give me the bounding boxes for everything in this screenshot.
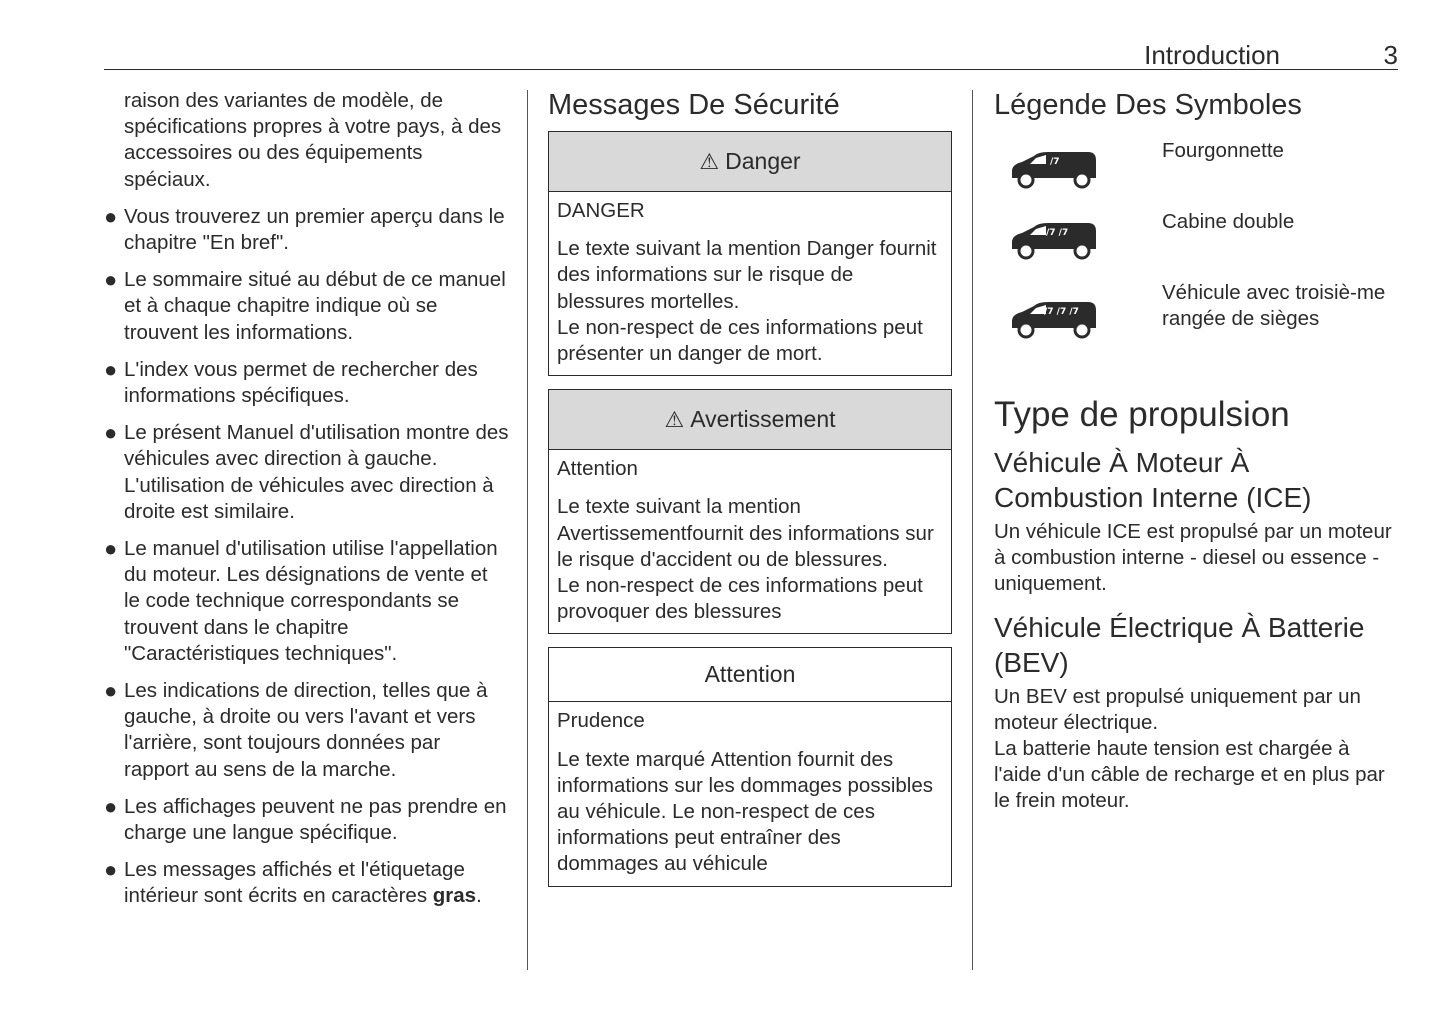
page-number: 3 <box>1383 40 1398 70</box>
column-intro <box>104 88 509 921</box>
double-cab-icon <box>1008 215 1100 263</box>
ice-text: Un véhicule ICE est propulsé par un moteur à combustion interne - diesel ou essence - uniquement. <box>994 520 1392 596</box>
svg-text:/7: /7 <box>1050 157 1060 167</box>
legend-heading: Légende Des Symboles <box>994 89 1302 121</box>
bullet-icon: ● <box>104 203 118 229</box>
danger-box <box>548 131 952 376</box>
bullet-icon: ● <box>104 793 118 819</box>
warning-triangle-icon: ⚠ <box>664 406 685 432</box>
bold-word: gras <box>432 884 477 908</box>
column-divider-left <box>527 90 528 970</box>
legend-item <box>994 209 1394 280</box>
warning-triangle-icon: ⚠ <box>699 148 720 174</box>
warning-label: Attention <box>557 457 638 481</box>
column-safety <box>548 88 952 900</box>
section-title: Introduction <box>1144 40 1280 70</box>
bullet-icon: ● <box>104 420 118 446</box>
continuation-text: raison des variantes de modèle, de spécifications propres à votre pays, à des accessoires ou des équipements spéciaux. <box>124 89 502 191</box>
bullet-icon: ● <box>104 267 118 293</box>
column-divider-right <box>972 90 973 970</box>
van-icon <box>1008 144 1100 192</box>
list-item: ● Vous trouverez un premier aperçu dans le chapitre "En bref". <box>104 203 505 255</box>
list-item: ● Les affichages peuvent ne pas prendre en charge une langue spécifique. <box>104 793 507 845</box>
svg-text:/7 /7: /7 /7 <box>1046 228 1069 238</box>
bullet-icon: ● <box>104 678 118 704</box>
danger-box-header: ⚠ Danger <box>549 132 951 192</box>
legend-item <box>994 280 1394 351</box>
ice-heading: Véhicule À Moteur À Combustion Interne (ICE) <box>994 447 1312 513</box>
caution-label: Prudence <box>557 709 645 733</box>
bev-text: Un BEV est propulsé uniquement par un moteur électrique. La batterie haute tension est chargée à l'aide d'un câble de recharge et en plus par le frein moteur. <box>994 684 1385 813</box>
list-item: ● Le sommaire situé au début de ce manuel et à chaque chapitre indique où se trouvent les informations. <box>104 267 506 344</box>
list-item: ● Le présent Manuel d'utilisation montre des véhicules avec direction à gauche. L'utilisation de véhicules avec direction à droite est similaire. <box>104 420 509 523</box>
warning-box-body <box>549 450 951 633</box>
bullet-icon: ● <box>104 857 118 883</box>
bullet-icon: ● <box>104 536 118 562</box>
legend-label: Véhicule avec troisiè-me rangée de sièges <box>1162 281 1386 331</box>
legend-label: Cabine double <box>1162 210 1295 233</box>
svg-text:/7 /7 /7: /7 /7 /7 <box>1044 307 1079 317</box>
list-item: ● L'index vous permet de rechercher des informations spécifiques. <box>104 356 478 408</box>
legend-label: Fourgonnette <box>1162 139 1284 162</box>
bullet-icon: ● <box>104 356 118 382</box>
bev-heading: Véhicule Électrique À Batterie (BEV) <box>994 611 1365 678</box>
safety-heading: Messages De Sécurité <box>548 89 840 121</box>
caution-text: Le texte marqué Attention fournit des informations sur les dommages possibles au véhicule. Le non-respect de ces informations peut entraîner des dommages au véhicule <box>557 747 933 876</box>
third-row-van-icon <box>1008 294 1100 342</box>
caution-box-body <box>549 702 951 885</box>
warning-text: Le texte suivant la mention Avertissementfournit des informations sur le risque d'accident ou de blessures. <box>557 495 934 571</box>
list-item: ● Les messages affichés et l'étiquetage intérieur sont écrits en caractères gras. <box>104 857 482 908</box>
danger-box-body <box>549 192 951 375</box>
warning-text-2: Le non-respect de ces informations peut provoquer des blessures <box>557 574 923 624</box>
danger-label: DANGER <box>557 199 645 222</box>
danger-text: Le texte suivant la mention Danger fournit des informations sur le risque de blessures mortelles. <box>557 237 937 313</box>
list-item: ● Les indications de direction, telles que à gauche, à droite ou vers l'avant et vers l'arrière, sont toujours données par rapport au sens de la marche. <box>104 678 488 781</box>
propulsion-heading: Type de propulsion <box>994 395 1290 434</box>
warning-box-header: ⚠ Avertissement <box>549 390 951 450</box>
warning-box <box>548 389 952 634</box>
column-legend <box>994 88 1394 815</box>
caution-box-header: Attention <box>549 648 951 702</box>
danger-text-2: Le non-respect de ces informations peut présenter un danger de mort. <box>557 315 923 366</box>
caution-box <box>548 647 952 886</box>
list-item: ● Le manuel d'utilisation utilise l'appellation du moteur. Les désignations de vente et le code technique correspondants se trouvent dans le chapitre "Caractéristiques techniques". <box>104 536 498 665</box>
legend-item <box>994 138 1394 209</box>
page-header <box>104 38 1398 70</box>
